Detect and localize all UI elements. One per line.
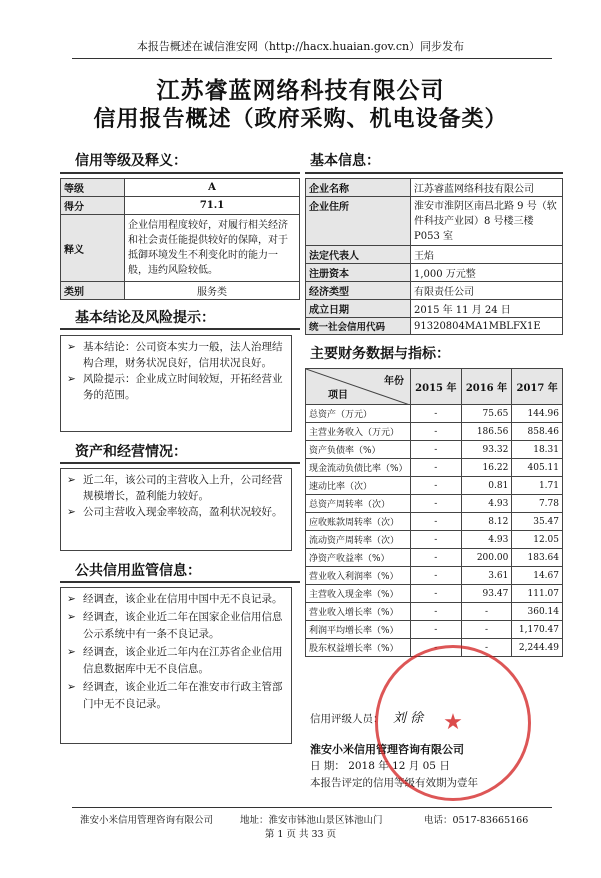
finance-item: 应收账款周转率（次） — [306, 513, 411, 531]
finance-value: - — [411, 405, 462, 423]
grade-row-level — [61, 179, 300, 197]
finance-value: 360.14 — [512, 603, 563, 621]
score-key: 得分 — [61, 197, 125, 215]
info-key: 法定代表人 — [306, 246, 411, 264]
finance-value: - — [411, 531, 462, 549]
finance-header-row — [306, 369, 563, 405]
arrow-bullet-icon: ➢ — [67, 645, 76, 658]
meaning-key: 释义 — [61, 215, 125, 282]
info-row — [306, 318, 563, 335]
date-label: 日 期： — [310, 760, 345, 772]
assets-text: 近二年，该公司的主营收入上升，公司经营规模增长，盈利能力较好。 — [83, 474, 283, 502]
finance-value: 1,170.47 — [512, 621, 563, 639]
arrow-bullet-icon: ➢ — [67, 610, 76, 623]
finance-value: - — [411, 459, 462, 477]
info-value: 有限责任公司 — [411, 282, 563, 300]
year-header: 2015 年 — [411, 369, 462, 405]
risk-text: 风险提示：企业成立时间较短，开拓经营业务的范围。 — [83, 373, 283, 401]
publish-note: 本报告概述在诚信淮安网（http://hacx.huaian.gov.cn）同步发布 — [136, 40, 465, 53]
info-key: 统一社会信用代码 — [306, 318, 411, 335]
finance-row — [306, 405, 563, 423]
issuer-org: 淮安小米信用管理咨询有限公司 — [310, 743, 464, 756]
finance-section-title: 主要财务数据与指标： — [310, 346, 450, 362]
supervision-text: 经调查，该企业近二年在淮安市行政主管部门中无不良记录。 — [83, 680, 283, 710]
arrow-bullet-icon: ➢ — [67, 593, 76, 605]
company-seal-stamp — [375, 645, 531, 801]
info-key: 经济类型 — [306, 282, 411, 300]
supervision-text: 经调查，该企业近二年内在江苏省企业信用信息数据库中无不良信息。 — [83, 645, 283, 675]
info-key: 企业名称 — [306, 179, 411, 197]
arrow-bullet-icon: ➢ — [67, 341, 76, 353]
supervision-section-rule — [60, 581, 300, 583]
report-title: 江苏睿蓝网络科技有限公司 — [156, 77, 445, 104]
finance-value: 8.12 — [461, 513, 512, 531]
finance-row — [306, 549, 563, 567]
finance-item: 现金流动负债比率（%） — [306, 459, 411, 477]
corner-item-label: 项目 — [328, 390, 348, 401]
validity-note: 本报告评定的信用等级有效期为壹年 — [310, 777, 478, 789]
finance-table-body — [306, 405, 563, 657]
footer-tel: 电话：0517-83665166 — [424, 815, 529, 826]
finance-value: 12.05 — [512, 531, 563, 549]
finance-row — [306, 441, 563, 459]
info-key: 成立日期 — [306, 300, 411, 318]
assets-item — [61, 472, 291, 504]
finance-item: 速动比率（次） — [306, 477, 411, 495]
finance-value: 3.61 — [461, 567, 512, 585]
finance-value: - — [411, 603, 462, 621]
finance-item: 股东权益增长率（%） — [306, 639, 411, 657]
supervision-item — [61, 679, 291, 714]
finance-row — [306, 567, 563, 585]
finance-item: 净资产收益率（%） — [306, 549, 411, 567]
finance-item: 总资产周转率（次） — [306, 495, 411, 513]
finance-item: 总资产（万元） — [306, 405, 411, 423]
info-value: 1,000 万元整 — [411, 264, 563, 282]
assets-section-title: 资产和经营情况： — [75, 444, 187, 460]
grade-section-rule — [60, 172, 300, 174]
grade-value: A — [125, 179, 300, 197]
finance-item: 流动资产周转率（次） — [306, 531, 411, 549]
finance-value: 93.32 — [461, 441, 512, 459]
info-row — [306, 264, 563, 282]
info-row — [306, 246, 563, 264]
basic-info-section-rule — [305, 172, 563, 174]
finance-value: - — [411, 567, 462, 585]
finance-value: 1.71 — [512, 477, 563, 495]
finance-value: - — [411, 513, 462, 531]
info-value: 2015 年 11 月 24 日 — [411, 300, 563, 318]
conclusion-section-rule — [60, 328, 300, 330]
header-divider — [72, 58, 552, 59]
category-value: 服务类 — [125, 282, 300, 300]
conclusion-text: 基本结论：公司资本实力一般，法人治理结构合理，财务状况良好，信用状况良好。 — [83, 341, 283, 369]
finance-row — [306, 603, 563, 621]
supervision-box — [60, 587, 292, 744]
supervision-text: 经调查，该企业近二年在国家企业信用信息公示系统中有一条不良记录。 — [83, 610, 283, 640]
finance-item: 主营收入现金率（%） — [306, 585, 411, 603]
finance-row — [306, 495, 563, 513]
basic-info-table — [305, 178, 563, 335]
finance-row — [306, 477, 563, 495]
finance-value: - — [411, 621, 462, 639]
assets-box — [60, 468, 292, 551]
finance-value: 93.47 — [461, 585, 512, 603]
finance-value: 16.22 — [461, 459, 512, 477]
seal-star-icon: ★ — [443, 710, 463, 735]
conclusion-item — [61, 371, 291, 403]
info-row — [306, 282, 563, 300]
finance-value: 111.07 — [512, 585, 563, 603]
year-header: 2017 年 — [512, 369, 563, 405]
finance-item: 资产负债率（%） — [306, 441, 411, 459]
finance-value: - — [461, 621, 512, 639]
supervision-item — [61, 609, 291, 644]
info-value: 91320804MA1MBLFX1E — [411, 318, 563, 335]
finance-value: 75.65 — [461, 405, 512, 423]
finance-value: 405.11 — [512, 459, 563, 477]
finance-table — [305, 368, 563, 657]
finance-value: 4.93 — [461, 531, 512, 549]
category-key: 类别 — [61, 282, 125, 300]
finance-value: - — [411, 423, 462, 441]
finance-value: 35.47 — [512, 513, 563, 531]
finance-row — [306, 423, 563, 441]
grade-key: 等级 — [61, 179, 125, 197]
finance-value: - — [411, 495, 462, 513]
assets-text: 公司主营收入现金率较高，盈利状况较好。 — [83, 506, 283, 518]
arrow-bullet-icon: ➢ — [67, 474, 76, 486]
finance-row — [306, 621, 563, 639]
basic-info-section-title: 基本信息： — [310, 153, 380, 169]
assets-section-rule — [60, 462, 300, 464]
finance-value: 183.64 — [512, 549, 563, 567]
finance-value: 144.96 — [512, 405, 563, 423]
finance-row — [306, 513, 563, 531]
arrow-bullet-icon: ➢ — [67, 506, 76, 518]
conclusion-section-title: 基本结论及风险提示： — [75, 310, 215, 326]
arrow-bullet-icon: ➢ — [67, 373, 76, 385]
year-header: 2016 年 — [461, 369, 512, 405]
grade-row-category — [61, 282, 300, 300]
info-key: 企业住所 — [306, 197, 411, 246]
finance-item: 利润平均增长率（%） — [306, 621, 411, 639]
footer-divider — [72, 807, 552, 808]
page-number: 第 1 页 共 33 页 — [264, 829, 337, 840]
finance-value: 200.00 — [461, 549, 512, 567]
evaluator-label: 信用评级人员： — [310, 713, 384, 725]
finance-value: - — [411, 477, 462, 495]
finance-value: - — [411, 441, 462, 459]
corner-year-label: 年份 — [384, 376, 404, 387]
finance-value: 858.46 — [512, 423, 563, 441]
finance-value: - — [411, 585, 462, 603]
finance-row — [306, 459, 563, 477]
finance-value: - — [461, 639, 512, 657]
finance-value: 0.81 — [461, 477, 512, 495]
finance-value: 7.78 — [512, 495, 563, 513]
finance-value: - — [461, 603, 512, 621]
grade-row-meaning — [61, 215, 300, 282]
info-row — [306, 197, 563, 246]
finance-item: 主营业务收入（万元） — [306, 423, 411, 441]
arrow-bullet-icon: ➢ — [67, 680, 76, 693]
conclusion-box — [60, 335, 292, 432]
finance-item: 营业收入利润率（%） — [306, 567, 411, 585]
finance-value: 14.67 — [512, 567, 563, 585]
finance-value: - — [411, 549, 462, 567]
info-row — [306, 300, 563, 318]
assets-item — [61, 504, 291, 520]
finance-item: 营业收入增长率（%） — [306, 603, 411, 621]
finance-value: - — [411, 639, 462, 657]
info-row — [306, 179, 563, 197]
grade-section-title: 信用等级及释义： — [75, 153, 187, 169]
grade-table — [60, 178, 300, 300]
grade-row-score — [61, 197, 300, 215]
finance-value: 186.56 — [461, 423, 512, 441]
finance-row — [306, 585, 563, 603]
info-value: 江苏睿蓝网络科技有限公司 — [411, 179, 563, 197]
finance-row — [306, 531, 563, 549]
conclusion-item — [61, 339, 291, 371]
supervision-text: 经调查，该企业在信用中国中无不良记录。 — [83, 593, 283, 605]
supervision-item — [61, 591, 291, 609]
supervision-item — [61, 644, 291, 679]
info-value: 王焰 — [411, 246, 563, 264]
meaning-value: 企业信用程度较好，对履行相关经济和社会责任能提供较好的保障，对于抵御环境发生不利变化时的能力一般，违约风险较低。 — [125, 215, 300, 282]
evaluator-signature: 刘 徐 — [392, 711, 423, 726]
finance-value: 2,244.49 — [512, 639, 563, 657]
footer-company: 淮安小米信用管理咨询有限公司 — [80, 815, 214, 826]
finance-corner-cell — [306, 369, 411, 405]
info-value: 淮安市淮阴区南昌北路 9 号（软件科技产业园）8 号楼三楼 P053 室 — [411, 197, 563, 246]
info-key: 注册资本 — [306, 264, 411, 282]
finance-value: 4.93 — [461, 495, 512, 513]
score-value: 71.1 — [125, 197, 300, 215]
supervision-section-title: 公共信用监管信息： — [75, 563, 201, 579]
footer-address: 地址：淮安市钵池山景区钵池山门 — [240, 815, 383, 826]
report-subtitle: 信用报告概述（政府采购、机电设备类） — [93, 106, 508, 132]
finance-value: 18.31 — [512, 441, 563, 459]
date-value: 2018 年 12 月 05 日 — [348, 760, 450, 772]
